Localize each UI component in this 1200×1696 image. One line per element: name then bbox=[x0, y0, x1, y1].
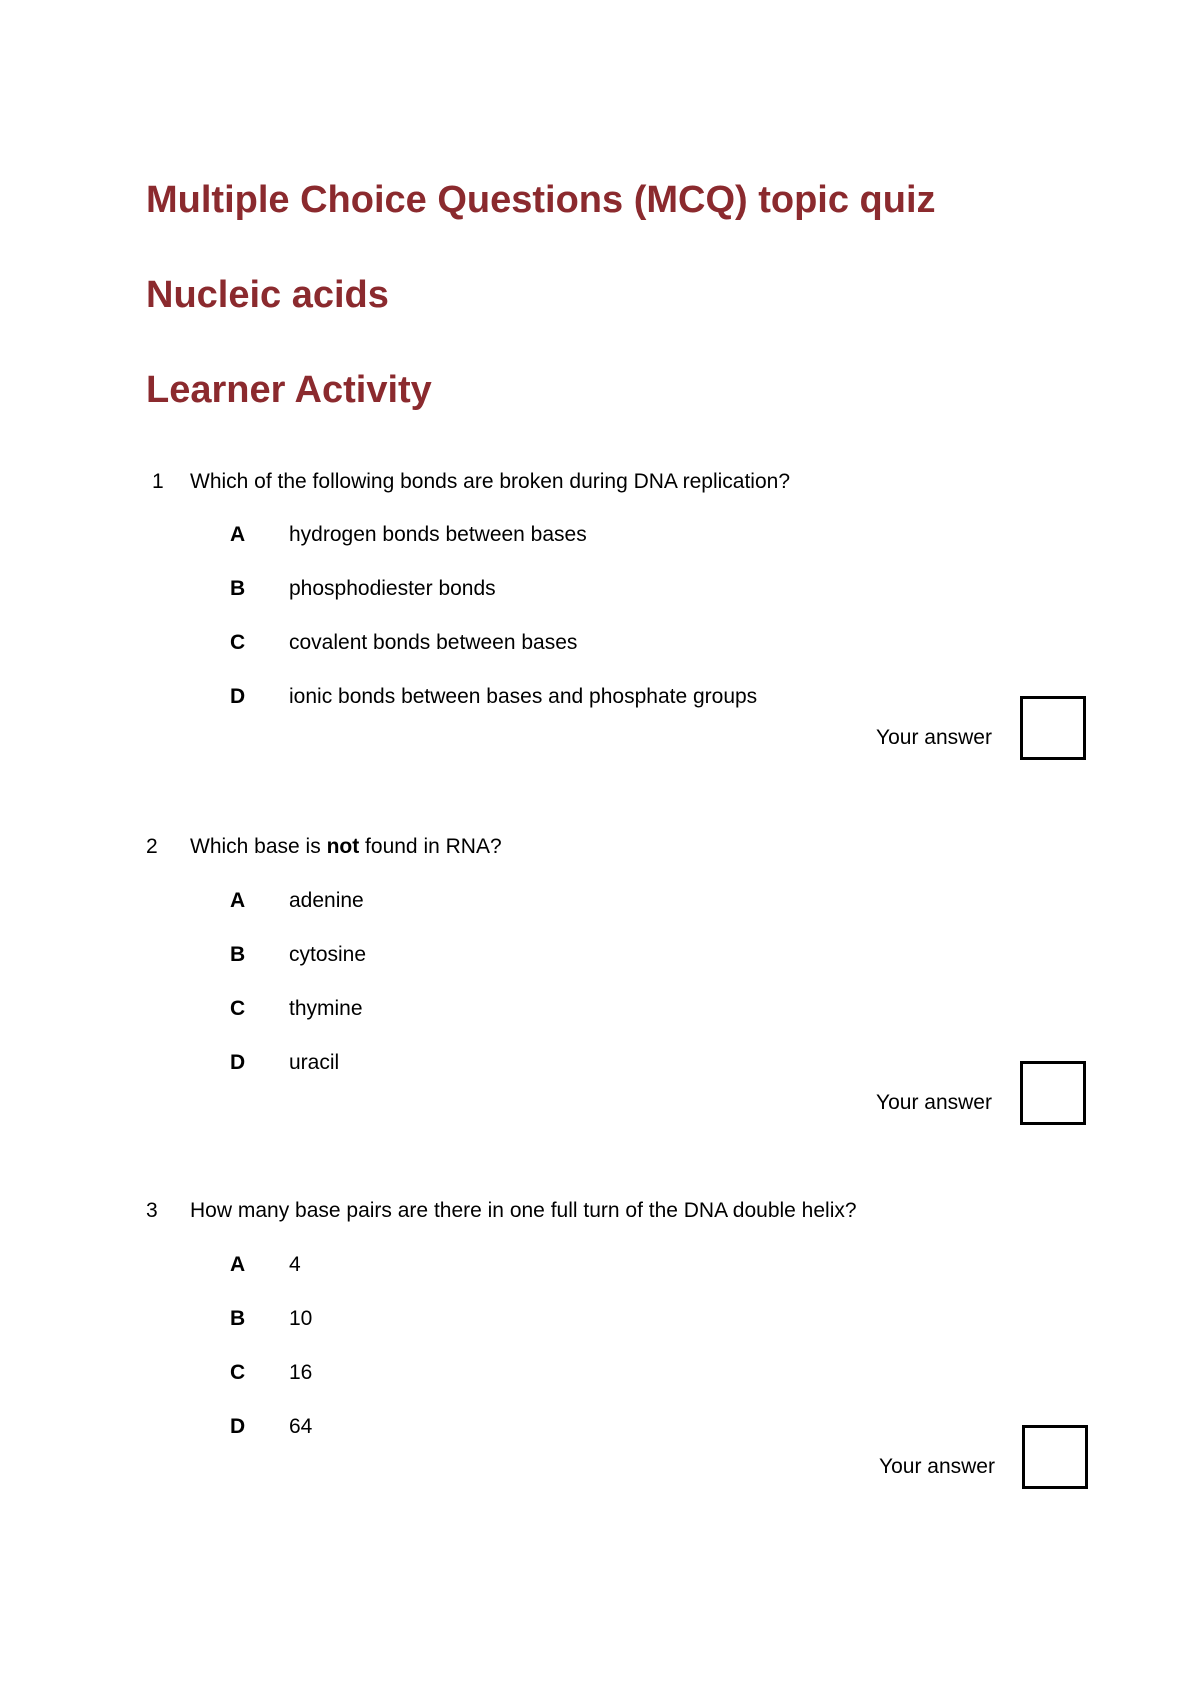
your-answer-label: Your answer bbox=[879, 1455, 995, 1478]
option-text: cytosine bbox=[289, 943, 367, 966]
option-a[interactable] bbox=[0, 890, 1200, 920]
option-text: thymine bbox=[289, 997, 363, 1020]
option-b[interactable] bbox=[0, 578, 1200, 608]
option-letter: B bbox=[230, 1307, 246, 1330]
option-a[interactable] bbox=[0, 524, 1200, 554]
option-b[interactable] bbox=[0, 1308, 1200, 1338]
option-text: uracil bbox=[289, 1051, 340, 1074]
option-text: adenine bbox=[289, 889, 364, 912]
option-text: ionic bonds between bases and phosphate groups bbox=[289, 685, 758, 708]
question-3 bbox=[0, 1200, 1200, 1560]
question-number: 1 bbox=[152, 470, 164, 493]
question-text-part: found in RNA? bbox=[359, 835, 502, 858]
question-2 bbox=[0, 836, 1200, 1196]
option-letter: D bbox=[230, 1415, 246, 1438]
answer-box[interactable] bbox=[1022, 1425, 1088, 1489]
question-number: 2 bbox=[146, 835, 158, 858]
option-text: 16 bbox=[289, 1361, 313, 1384]
option-letter: A bbox=[230, 1253, 246, 1276]
your-answer-label: Your answer bbox=[876, 726, 992, 749]
option-letter: A bbox=[230, 523, 246, 546]
option-letter: C bbox=[230, 1361, 246, 1384]
answer-box[interactable] bbox=[1020, 696, 1086, 760]
question-text bbox=[190, 836, 502, 857]
your-answer-label: Your answer bbox=[876, 1091, 992, 1114]
option-text: phosphodiester bonds bbox=[289, 577, 496, 600]
option-text: 4 bbox=[289, 1253, 301, 1276]
question-1 bbox=[0, 471, 1200, 831]
quiz-title: Multiple Choice Questions (MCQ) topic quiz bbox=[146, 179, 936, 221]
answer-box[interactable] bbox=[1020, 1061, 1086, 1125]
option-letter: A bbox=[230, 889, 246, 912]
option-letter: B bbox=[230, 577, 246, 600]
question-text-part: Which of the following bonds are broken during DNA replication? bbox=[190, 470, 791, 493]
option-letter: D bbox=[230, 685, 246, 708]
option-letter: D bbox=[230, 1051, 246, 1074]
question-text-part: Which base is bbox=[190, 835, 327, 858]
option-b[interactable] bbox=[0, 944, 1200, 974]
question-text bbox=[190, 471, 790, 492]
option-c[interactable] bbox=[0, 1362, 1200, 1392]
option-letter: C bbox=[230, 997, 246, 1020]
question-text bbox=[190, 1200, 857, 1221]
question-number: 3 bbox=[146, 1199, 158, 1222]
option-d[interactable] bbox=[0, 1416, 1200, 1446]
option-text: 10 bbox=[289, 1307, 313, 1330]
option-letter: C bbox=[230, 631, 246, 654]
activity-heading: Learner Activity bbox=[146, 369, 432, 411]
option-letter: B bbox=[230, 943, 246, 966]
option-text: hydrogen bonds between bases bbox=[289, 523, 587, 546]
option-a[interactable] bbox=[0, 1254, 1200, 1284]
option-c[interactable] bbox=[0, 998, 1200, 1028]
option-c[interactable] bbox=[0, 632, 1200, 662]
question-text-part: How many base pairs are there in one full turn of the DNA double helix? bbox=[190, 1199, 857, 1222]
option-text: 64 bbox=[289, 1415, 313, 1438]
option-text: covalent bonds between bases bbox=[289, 631, 578, 654]
topic-heading: Nucleic acids bbox=[146, 274, 389, 316]
question-text-emphasis: not bbox=[326, 835, 360, 858]
